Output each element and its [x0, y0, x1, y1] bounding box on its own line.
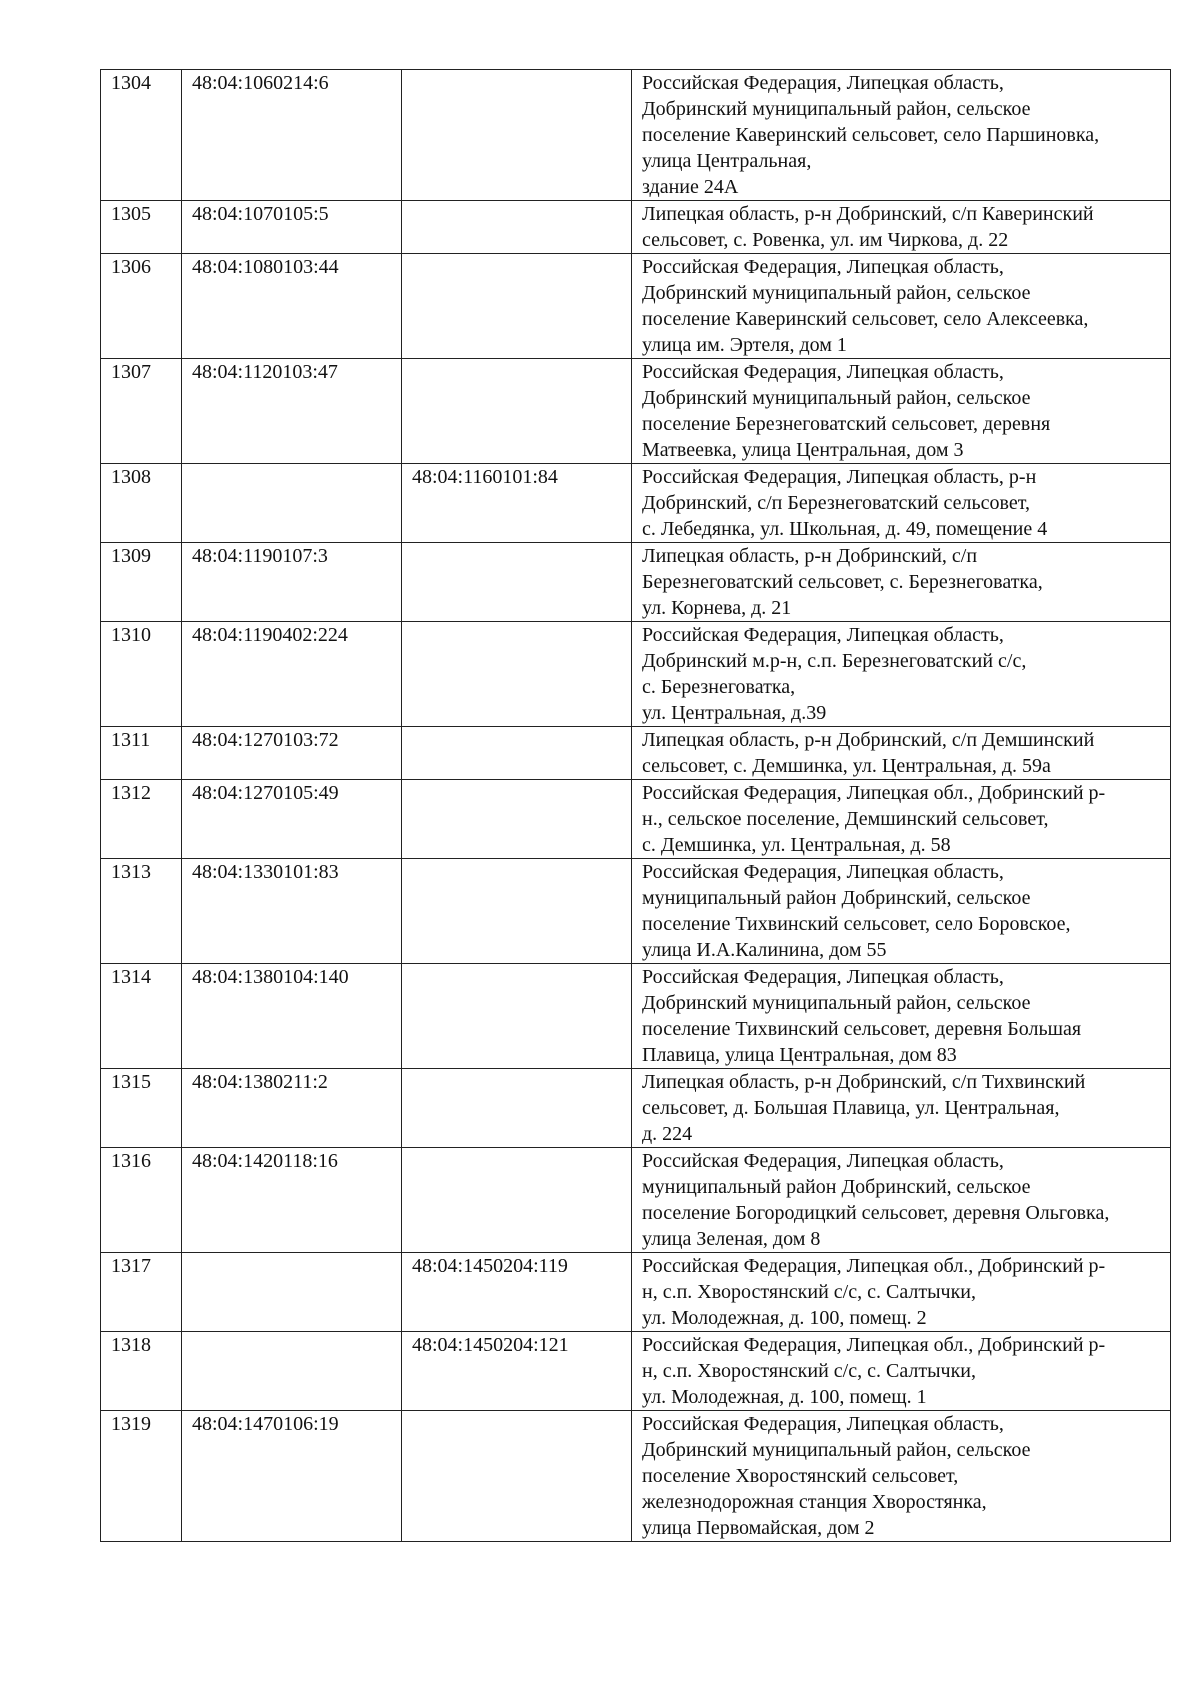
row-number-cell: 1314 — [101, 964, 182, 1069]
address-line: Российская Федерация, Липецкая область, — [642, 861, 1004, 883]
address-line: Липецкая область, р-н Добринский, с/п — [642, 545, 978, 567]
address-line: здание 24А — [642, 176, 739, 198]
cadastral-number-cell: 48:04:1420118:16 — [182, 1148, 402, 1253]
address-line: с. Лебедянка, ул. Школьная, д. 49, помещение 4 — [642, 518, 1048, 540]
address-cell — [632, 1411, 1171, 1542]
address-line: Добринский, с/п Березнеговатский сельсовет, — [642, 492, 1030, 514]
row-number-cell: 1311 — [101, 727, 182, 780]
address-line: Российская Федерация, Липецкая область, — [642, 361, 1004, 383]
row-number-cell: 1305 — [101, 201, 182, 254]
registry-table-body — [101, 70, 1171, 1542]
premises-cadastral-number-cell — [402, 727, 632, 780]
address-line: с. Березнеговатка, — [642, 676, 796, 698]
table-row — [101, 70, 1171, 201]
registry-table — [100, 69, 1171, 1542]
address-line: поселение Каверинский сельсовет, село Алексеевка, — [642, 308, 1089, 330]
premises-cadastral-number-cell — [402, 359, 632, 464]
address-line: улица Центральная, — [642, 150, 812, 172]
address-line: Российская Федерация, Липецкая область, — [642, 256, 1004, 278]
address-line: Российская Федерация, Липецкая область, — [642, 966, 1004, 988]
address-line: н, с.п. Хворостянский с/с, с. Салтычки, — [642, 1281, 977, 1303]
address-line: н., сельское поселение, Демшинский сельсовет, — [642, 808, 1049, 830]
address-cell — [632, 1148, 1171, 1253]
address-line: сельсовет, с. Демшинка, ул. Центральная, д. 59а — [642, 755, 1051, 777]
address-line: сельсовет, с. Ровенка, ул. им Чиркова, д. 22 — [642, 229, 1009, 251]
premises-cadastral-number-cell: 48:04:1450204:119 — [402, 1253, 632, 1332]
address-line: Российская Федерация, Липецкая область, — [642, 624, 1004, 646]
address-line: Российская Федерация, Липецкая область, — [642, 72, 1004, 94]
cadastral-number-cell: 48:04:1190402:224 — [182, 622, 402, 727]
premises-cadastral-number-cell: 48:04:1450204:121 — [402, 1332, 632, 1411]
address-line: улица Зеленая, дом 8 — [642, 1228, 821, 1250]
row-number-cell: 1310 — [101, 622, 182, 727]
table-row — [101, 1253, 1171, 1332]
address-cell — [632, 964, 1171, 1069]
row-number-cell: 1309 — [101, 543, 182, 622]
table-row — [101, 1411, 1171, 1542]
row-number-cell: 1319 — [101, 1411, 182, 1542]
address-cell — [632, 70, 1171, 201]
row-number-cell: 1306 — [101, 254, 182, 359]
address-cell — [632, 254, 1171, 359]
address-cell — [632, 1332, 1171, 1411]
address-cell — [632, 859, 1171, 964]
cadastral-number-cell: 48:04:1120103:47 — [182, 359, 402, 464]
cadastral-number-cell: 48:04:1270105:49 — [182, 780, 402, 859]
cadastral-number-cell: 48:04:1060214:6 — [182, 70, 402, 201]
address-line: ул. Корнева, д. 21 — [642, 597, 792, 619]
table-row — [101, 464, 1171, 543]
address-cell — [632, 727, 1171, 780]
cadastral-number-cell: 48:04:1330101:83 — [182, 859, 402, 964]
address-line: Российская Федерация, Липецкая обл., Добринский р- — [642, 1255, 1106, 1277]
premises-cadastral-number-cell — [402, 254, 632, 359]
row-number-cell: 1316 — [101, 1148, 182, 1253]
address-line: с. Демшинка, ул. Центральная, д. 58 — [642, 834, 951, 856]
address-line: Добринский м.р-н, с.п. Березнеговатский с/с, — [642, 650, 1027, 672]
address-cell — [632, 1069, 1171, 1148]
row-number-cell: 1312 — [101, 780, 182, 859]
premises-cadastral-number-cell — [402, 1148, 632, 1253]
address-line: Липецкая область, р-н Добринский, с/п Тихвинский — [642, 1071, 1086, 1093]
address-line: Российская Федерация, Липецкая область, — [642, 1413, 1004, 1435]
table-row — [101, 543, 1171, 622]
premises-cadastral-number-cell — [402, 70, 632, 201]
row-number-cell: 1304 — [101, 70, 182, 201]
row-number-cell: 1315 — [101, 1069, 182, 1148]
premises-cadastral-number-cell — [402, 1069, 632, 1148]
premises-cadastral-number-cell — [402, 1411, 632, 1542]
address-line: поселение Тихвинский сельсовет, село Боровское, — [642, 913, 1071, 935]
address-cell — [632, 464, 1171, 543]
cadastral-number-cell — [182, 464, 402, 543]
address-line: Добринский муниципальный район, сельское — [642, 98, 1031, 120]
address-cell — [632, 1253, 1171, 1332]
table-row — [101, 727, 1171, 780]
address-line: улица Первомайская, дом 2 — [642, 1517, 875, 1539]
address-line: Добринский муниципальный район, сельское — [642, 387, 1031, 409]
address-line: Добринский муниципальный район, сельское — [642, 282, 1031, 304]
cadastral-number-cell: 48:04:1380211:2 — [182, 1069, 402, 1148]
table-row — [101, 780, 1171, 859]
address-line: ул. Молодежная, д. 100, помещ. 1 — [642, 1386, 927, 1408]
address-line: Плавица, улица Центральная, дом 83 — [642, 1044, 957, 1066]
address-line: Липецкая область, р-н Добринский, с/п Демшинский — [642, 729, 1095, 751]
premises-cadastral-number-cell — [402, 780, 632, 859]
address-line: Российская Федерация, Липецкая область, р-н — [642, 466, 1037, 488]
premises-cadastral-number-cell — [402, 964, 632, 1069]
address-line: поселение Богородицкий сельсовет, деревня Ольговка, — [642, 1202, 1110, 1224]
premises-cadastral-number-cell — [402, 201, 632, 254]
address-line: Березнеговатский сельсовет, с. Березнеговатка, — [642, 571, 1043, 593]
cadastral-number-cell — [182, 1253, 402, 1332]
row-number-cell: 1313 — [101, 859, 182, 964]
address-line: поселение Березнеговатский сельсовет, деревня — [642, 413, 1051, 435]
premises-cadastral-number-cell — [402, 622, 632, 727]
address-line: Российская Федерация, Липецкая обл., Добринский р- — [642, 1334, 1106, 1356]
table-row — [101, 964, 1171, 1069]
address-cell — [632, 201, 1171, 254]
premises-cadastral-number-cell: 48:04:1160101:84 — [402, 464, 632, 543]
table-row — [101, 1332, 1171, 1411]
address-line: сельсовет, д. Большая Плавица, ул. Центральная, — [642, 1097, 1060, 1119]
cadastral-number-cell: 48:04:1380104:140 — [182, 964, 402, 1069]
address-cell — [632, 359, 1171, 464]
address-line: улица им. Эртеля, дом 1 — [642, 334, 847, 356]
address-line: ул. Центральная, д.39 — [642, 702, 827, 724]
address-line: муниципальный район Добринский, сельское — [642, 887, 1031, 909]
address-line: поселение Хворостянский сельсовет, — [642, 1465, 959, 1487]
table-row — [101, 859, 1171, 964]
table-row — [101, 1069, 1171, 1148]
table-row — [101, 622, 1171, 727]
address-line: Добринский муниципальный район, сельское — [642, 992, 1031, 1014]
address-line: Российская Федерация, Липецкая обл., Добринский р- — [642, 782, 1106, 804]
address-line: Матвеевка, улица Центральная, дом 3 — [642, 439, 964, 461]
address-line: железнодорожная станция Хворостянка, — [642, 1491, 987, 1513]
premises-cadastral-number-cell — [402, 543, 632, 622]
address-line: Добринский муниципальный район, сельское — [642, 1439, 1031, 1461]
document-page — [100, 69, 1170, 1542]
cadastral-number-cell: 48:04:1080103:44 — [182, 254, 402, 359]
row-number-cell: 1307 — [101, 359, 182, 464]
address-cell — [632, 543, 1171, 622]
cadastral-number-cell: 48:04:1270103:72 — [182, 727, 402, 780]
address-line: муниципальный район Добринский, сельское — [642, 1176, 1031, 1198]
cadastral-number-cell — [182, 1332, 402, 1411]
address-cell — [632, 780, 1171, 859]
row-number-cell: 1308 — [101, 464, 182, 543]
address-line: н, с.п. Хворостянский с/с, с. Салтычки, — [642, 1360, 977, 1382]
table-row — [101, 359, 1171, 464]
premises-cadastral-number-cell — [402, 859, 632, 964]
address-line: поселение Тихвинский сельсовет, деревня Большая — [642, 1018, 1082, 1040]
table-row — [101, 1148, 1171, 1253]
row-number-cell: 1318 — [101, 1332, 182, 1411]
address-line: ул. Молодежная, д. 100, помещ. 2 — [642, 1307, 927, 1329]
table-row — [101, 254, 1171, 359]
address-line: поселение Каверинский сельсовет, село Паршиновка, — [642, 124, 1100, 146]
table-row — [101, 201, 1171, 254]
cadastral-number-cell: 48:04:1190107:3 — [182, 543, 402, 622]
address-line: улица И.А.Калинина, дом 55 — [642, 939, 887, 961]
cadastral-number-cell: 48:04:1470106:19 — [182, 1411, 402, 1542]
cadastral-number-cell: 48:04:1070105:5 — [182, 201, 402, 254]
address-cell — [632, 622, 1171, 727]
address-line: Российская Федерация, Липецкая область, — [642, 1150, 1004, 1172]
address-line: Липецкая область, р-н Добринский, с/п Каверинский — [642, 203, 1094, 225]
address-line: д. 224 — [642, 1123, 693, 1145]
row-number-cell: 1317 — [101, 1253, 182, 1332]
